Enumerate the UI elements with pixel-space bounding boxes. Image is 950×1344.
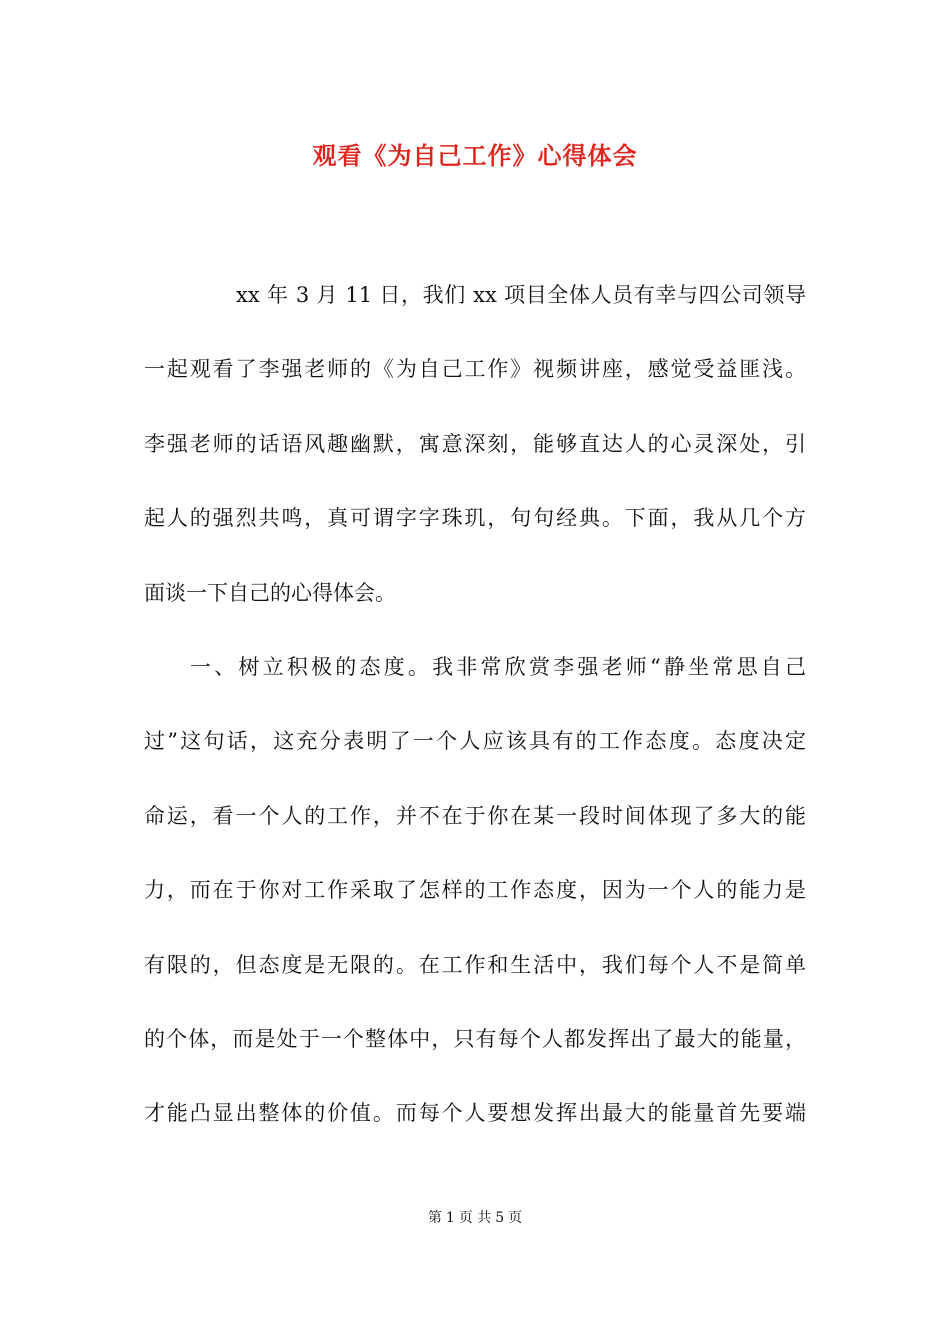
page-label-mid: 页 共 (458, 1210, 492, 1226)
text-line: 一、树立积极的态度。我非常欣赏李强老师“静坐常思自己 (190, 654, 806, 679)
paragraph-intro (144, 271, 806, 643)
text-line: 力，而在于你对工作采取了怎样的工作态度，因为一个人的能力是 (144, 878, 806, 903)
current-page-number: 1 (445, 1210, 455, 1226)
page-label-prefix: 第 (427, 1210, 442, 1226)
paragraph-attitude (144, 643, 806, 1164)
text-line: 命运，看一个人的工作，并不在于你在某一段时间体现了多大的能 (144, 803, 806, 828)
document-body (144, 271, 806, 1164)
text-line: 有限的，但态度是无限的。在工作和生活中，我们每个人不是简单 (144, 952, 806, 977)
total-pages-number: 5 (495, 1210, 505, 1226)
page-footer (0, 1208, 950, 1228)
text-line: 才能凸显出整体的价值。而每个人要想发挥出最大的能量首先要端 (144, 1101, 806, 1126)
text-line: 过”这句话，这充分表明了一个人应该具有的工作态度。态度决定 (144, 729, 806, 754)
text-line: 起人的强烈共鸣，真可谓字字珠玑，句句经典。下面，我从几个方 (144, 506, 806, 531)
text-line: 一起观看了李强老师的《为自己工作》视频讲座，感觉受益匪浅。 (144, 357, 806, 382)
page-label-suffix: 页 (508, 1210, 523, 1226)
text-line: 面谈一下自己的心得体会。 (144, 580, 396, 605)
text-line: 李强老师的话语风趣幽默，寓意深刻，能够直达人的心灵深处，引 (144, 431, 806, 456)
text-line: 的个体，而是处于一个整体中，只有每个人都发挥出了最大的能量， (144, 1026, 806, 1051)
document-title: 观看《为自己工作》心得体会 (312, 142, 638, 170)
text-line: xx 年 3 月 11 日，我们 xx 项目全体人员有幸与四公司领导 (236, 283, 806, 307)
